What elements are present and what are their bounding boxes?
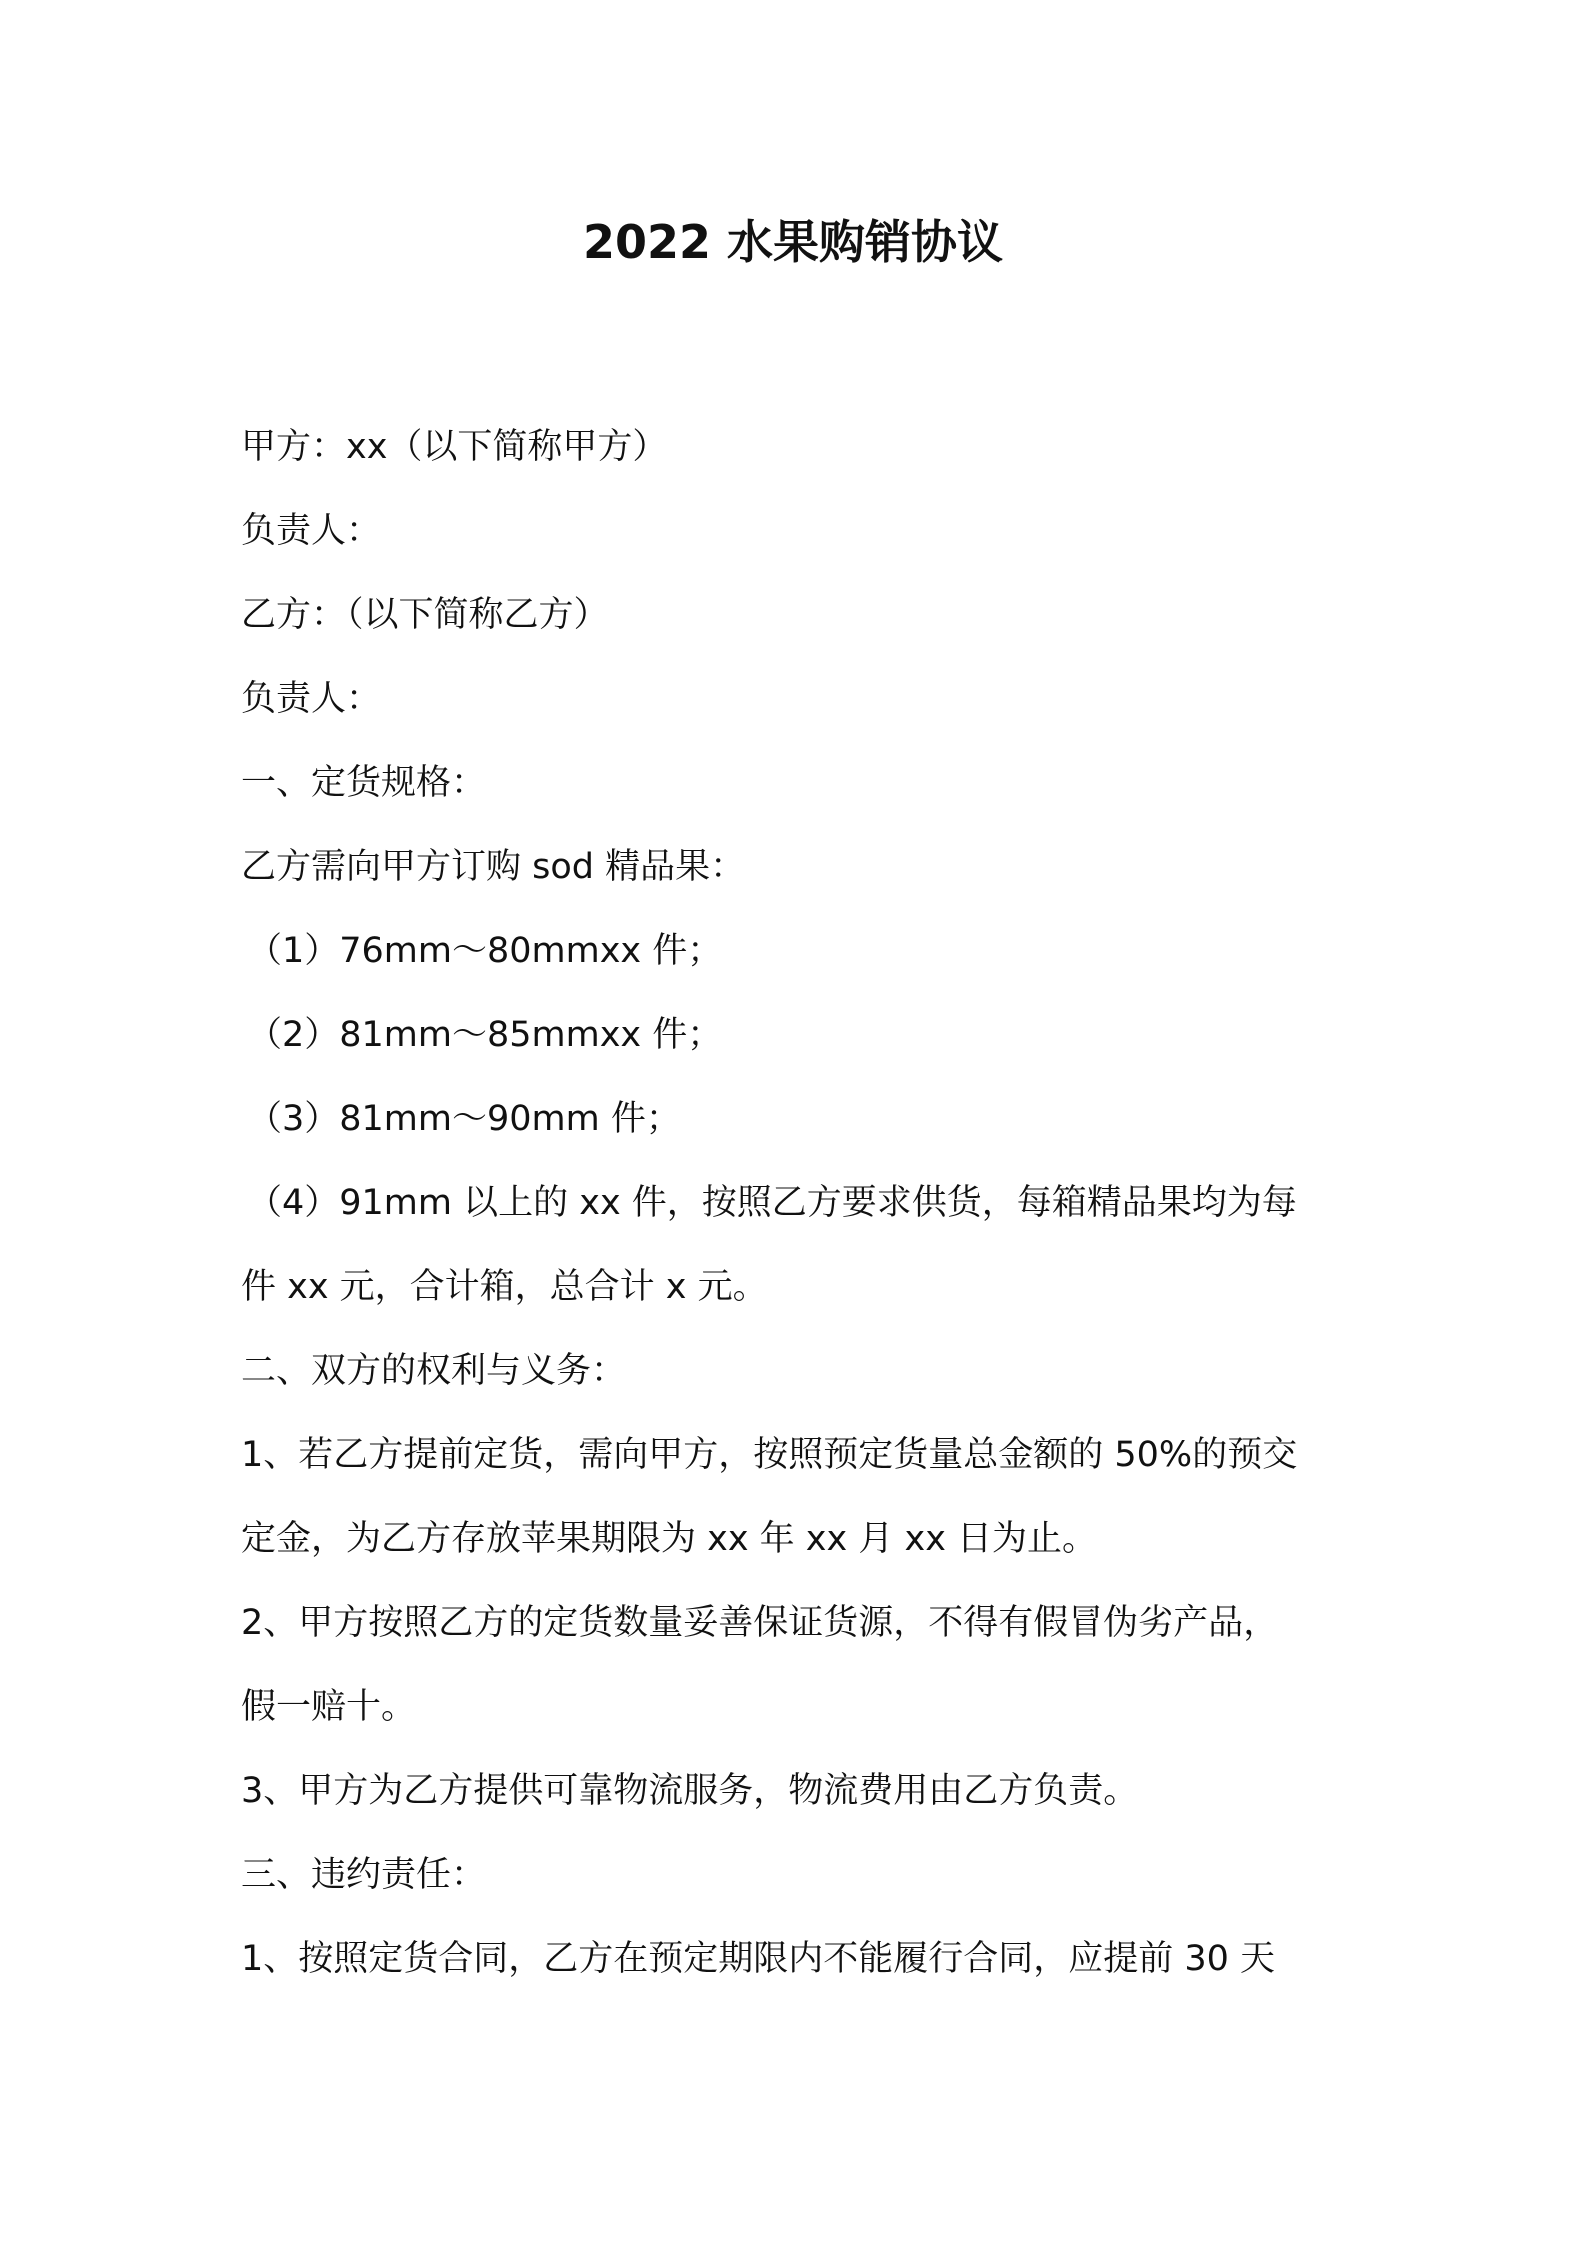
- party-b-line: 乙方：（以下简称乙方）: [241, 595, 609, 635]
- document-title: 2022 水果购销协议: [582, 215, 1004, 269]
- clause-2-2-continued: 假一赔十。: [241, 1687, 417, 1727]
- section-heading-liability: 三、违约责任：: [241, 1855, 487, 1895]
- spec-item-4-continued: 件 xx 元，合计箱，总合计 x 元。: [241, 1267, 768, 1307]
- party-a-line: 甲方：xx（以下简称甲方）: [241, 427, 668, 467]
- clause-2-1-continued: 定金，为乙方存放苹果期限为 xx 年 xx 月 xx 日为止。: [241, 1519, 1098, 1559]
- section-heading-order-specs: 一、定货规格：: [241, 763, 487, 803]
- clause-2-3: 3、甲方为乙方提供可靠物流服务，物流费用由乙方负责。: [241, 1771, 1139, 1811]
- spec-item-1: （1）76mm～80mmxx 件；: [247, 931, 723, 971]
- document-body: [241, 405, 1351, 2001]
- party-a-representative-line: 负责人：: [241, 511, 382, 551]
- clause-2-2: 2、甲方按照乙方的定货数量妥善保证货源，不得有假冒伪劣产品，: [241, 1603, 1279, 1643]
- section-heading-rights-obligations: 二、双方的权利与义务：: [241, 1351, 627, 1391]
- order-intro-line: 乙方需向甲方订购 sod 精品果：: [241, 847, 746, 887]
- clause-2-1: 1、若乙方提前定货，需向甲方，按照预定货量总金额的 50%的预交: [241, 1435, 1298, 1475]
- clause-3-1: 1、按照定货合同，乙方在预定期限内不能履行合同，应提前 30 天: [241, 1939, 1276, 1979]
- spec-item-4: （4）91mm 以上的 xx 件，按照乙方要求供货，每箱精品果均为每: [247, 1183, 1297, 1223]
- spec-item-2: （2）81mm～85mmxx 件；: [247, 1015, 723, 1055]
- spec-item-3: （3）81mm～90mm 件；: [247, 1099, 681, 1139]
- party-b-representative-line: 负责人：: [241, 679, 382, 719]
